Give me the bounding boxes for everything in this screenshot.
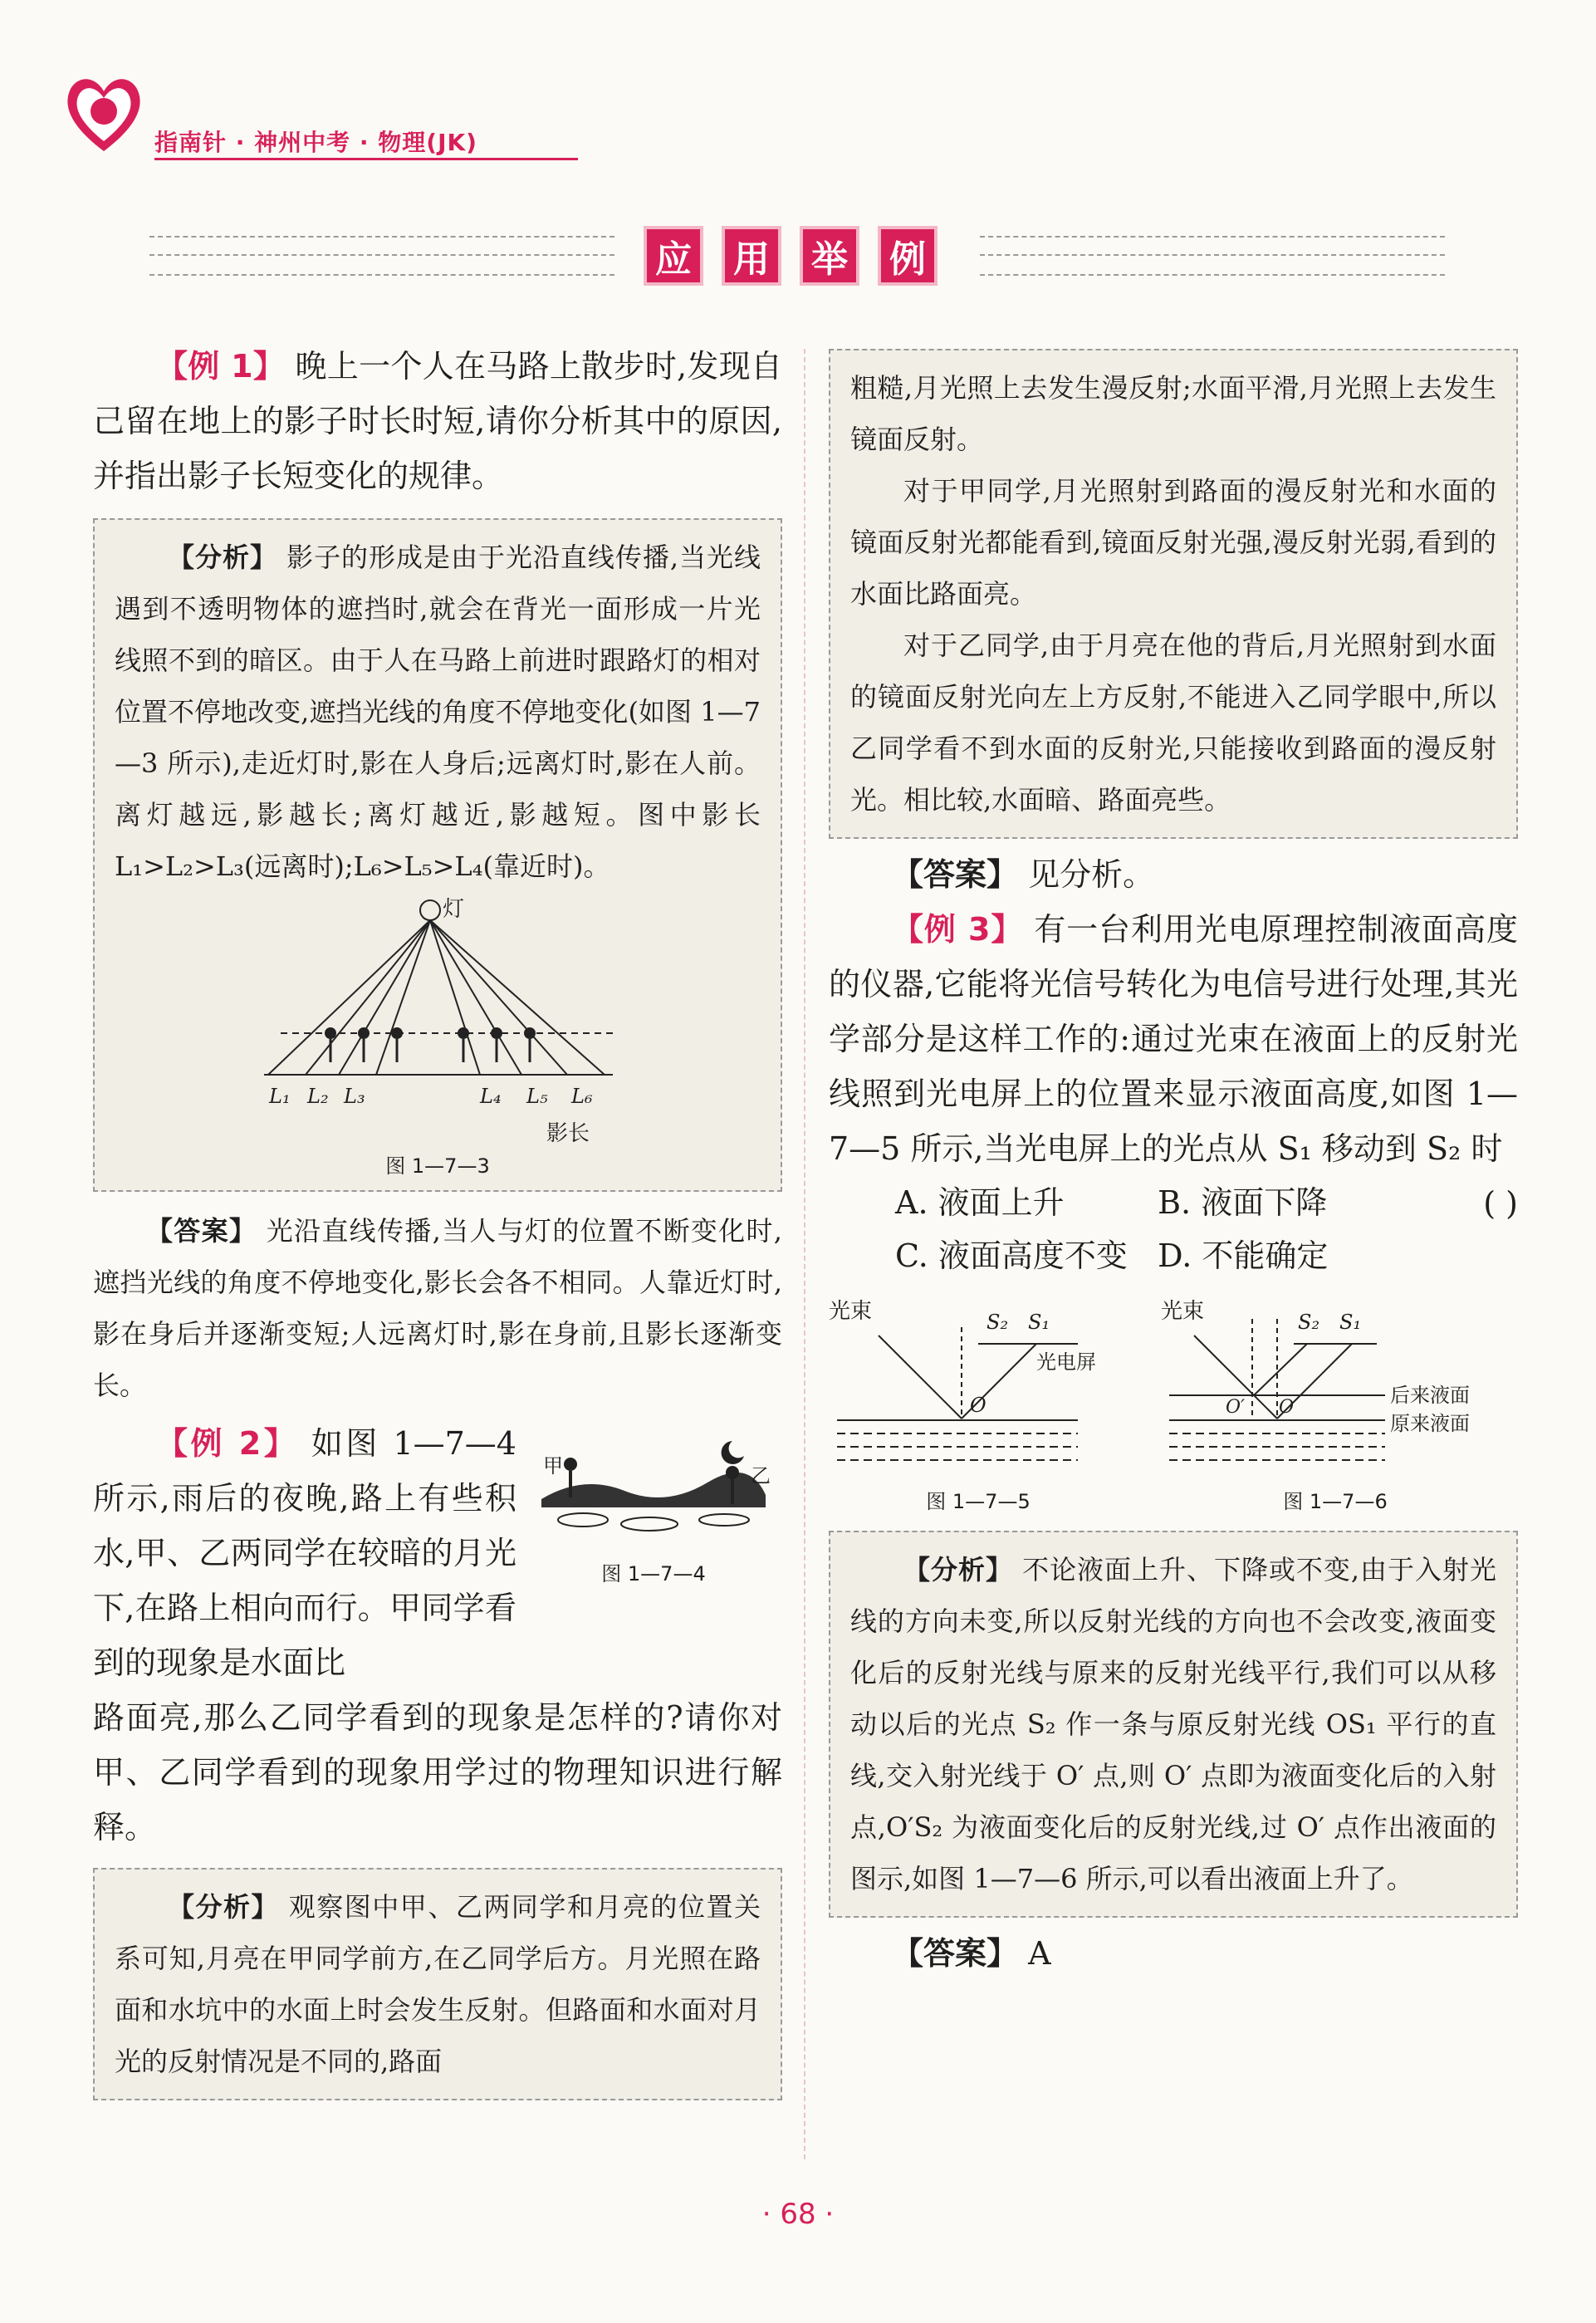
title-char: 举 (800, 226, 859, 286)
beam-label: 光束 (829, 1299, 873, 1324)
figure-caption: 图 1—7—4 (601, 1562, 706, 1585)
title-dots-left (149, 236, 614, 276)
example2-question-part1: 【例 2】 如图 1—7—4 所示,雨后的夜晚,路上有些积水,甲、乙两同学在较暗的月光下,在路上相向而行。甲同学看到的现象是水面比 (93, 1425, 516, 1681)
example2-answer: 【答案】 见分析。 (892, 856, 1155, 893)
header-rule (154, 158, 578, 160)
person-icon (524, 1027, 536, 1062)
person-icon (458, 1027, 469, 1062)
shadow-label: L₂ (307, 1085, 329, 1108)
example3-analysis-box (829, 1531, 1518, 1918)
figure-caption: 图 1—7—6 (1283, 1490, 1388, 1513)
title-char: 用 (722, 226, 781, 286)
beam-label: 光束 (1161, 1299, 1205, 1324)
o-label: O (1279, 1397, 1295, 1418)
shadow-label: L₃ (344, 1085, 365, 1108)
example2-analysis-part2: 粗糙,月光照上去发生漫反射;水面平滑,月光照上去发生镜面反射。 (850, 372, 1496, 455)
original-level-label: 原来液面 (1390, 1412, 1470, 1435)
person-icon (491, 1027, 502, 1062)
page-number: · 68 · (761, 2198, 835, 2231)
figure-caption: 图 1—7—3 (385, 1154, 490, 1178)
shadow-label: L₁ (269, 1085, 291, 1108)
option-d: D. 不能确定 (1158, 1237, 1329, 1274)
example3-analysis: 【分析】 不论液面上升、下降或不变,由于入射光线的方向未变,所以反射光线的方向也不会改变,液面变化后的反射光线与原来的反射光线平行,我们可以从移动以后的光点 S₂ 作一条与原反射光线 OS₁ 平行的直线,交入射光线于 O′ 点,则 O′ 点即为液面变化后的入射点,O′S₂ 为液面变化后的反射光线,过 O′ 点作出液面的图示,如图 1—7—6 所示,可以看出液面上升了。 (850, 1554, 1496, 1894)
example2-analysis-part3: 对于甲同学,月光照射到路面的漫反射光和水面的镜面反射光都能看到,镜面反射光强,漫反射光弱,看到的水面比路面亮。 (850, 475, 1496, 610)
option-c: C. 液面高度不变 (895, 1237, 1128, 1274)
school-logo (58, 68, 149, 159)
person-icon (391, 1027, 403, 1062)
title-char: 应 (644, 226, 703, 286)
reflection-diagram-1 (829, 1294, 1128, 1485)
title-dots-right (980, 236, 1445, 276)
shadow-label: L₄ (480, 1085, 502, 1108)
example2-analysis-part1: 【分析】 观察图中甲、乙两同学和月亮的位置关系可知,月亮在甲同学前方,在乙同学后方。月光照在路面和水坑中的水面上时会发生反射。但路面和水面对月光的反射情况是不同的,路面 (115, 1891, 761, 2077)
column-divider (804, 349, 805, 2159)
header-title: 指南针 · 神州中考 · 物理(JK) (154, 129, 477, 156)
right-column (829, 349, 1518, 1981)
example2-analysis-box-left (93, 1868, 782, 2100)
figure-1-7-4 (533, 1416, 774, 1690)
s1-label: S₁ (1028, 1311, 1050, 1334)
figure-1-7-6 (1161, 1294, 1510, 1514)
lamp-icon (420, 900, 440, 920)
person-b-label: 乙 (751, 1464, 771, 1487)
person-icon (358, 1027, 370, 1062)
figure-1-7-3 (115, 892, 761, 1149)
example3-question: 【例 3】 有一台利用光电原理控制液面高度的仪器,它能将光信号转化为电信号进行处理,其光学部分是这样工作的:通过光束在液面上的反射光线照到光电屏上的位置来显示液面高度,如图 1—7—5 所示,当光电屏上的光点从 S₁ 移动到 S₂ 时 ( ) (829, 902, 1518, 1176)
option-b: B. 液面下降 (1158, 1184, 1328, 1221)
option-a: A. 液面上升 (895, 1184, 1065, 1221)
shadow-label: L₆ (571, 1085, 593, 1108)
lamp-label: 灯 (443, 897, 465, 922)
moon-icon (722, 1441, 744, 1464)
s2-label: S₂ (1298, 1311, 1320, 1334)
left-column (93, 339, 782, 2100)
shadow-diagram (115, 892, 762, 1116)
later-level-label: 后来液面 (1390, 1384, 1470, 1407)
title-char: 例 (878, 226, 938, 286)
example1-analysis-box (93, 518, 782, 1192)
person-icon (325, 1027, 336, 1062)
night-road-illustration (533, 1424, 774, 1541)
figure-caption: 图 1—7—5 (926, 1490, 1031, 1513)
example1-analysis: 【分析】 影子的形成是由于光沿直线传播,当光线遇到不透明物体的遮挡时,就会在背光一面形成一片光线照不到的暗区。由于人在马路上前进时跟路灯的相对位置不停地改变,遮挡光线的角度不停地变化(如图 1—7—3 所示),走近灯时,影在人身后;远离灯时,影在人前。离灯越远,影越长;离灯越近,影越短。图中影长 L₁>L₂>L₃(远离时);L₆>L₅>L₄(靠近时)。 (115, 542, 761, 882)
shadow-label: L₅ (526, 1085, 548, 1108)
example2-question-part2: 路面亮,那么乙同学看到的现象是怎样的?请你对甲、乙同学看到的现象用学过的物理知识进行解释。 (93, 1699, 782, 1845)
shadow-length-label: 影长 (546, 1121, 590, 1146)
example3-options (829, 1176, 1420, 1282)
example2-analysis-part4: 对于乙同学,由于月亮在他的背后,月光照射到水面的镜面反射光向左上方反射,不能进入乙同学眼中,所以乙同学看不到水面的反射光,只能接收到路面的漫反射光。相比较,水面暗、路面亮些。 (850, 630, 1496, 816)
section-title (149, 226, 1445, 292)
figure-1-7-5 (829, 1294, 1128, 1514)
s1-label: S₁ (1339, 1311, 1362, 1334)
example2-analysis-box-right (829, 349, 1518, 839)
example3-answer: 【答案】 A (892, 1935, 1051, 1972)
example2-top (93, 1416, 782, 1690)
screen-label: 光电屏 (1036, 1350, 1096, 1374)
example3-figures (829, 1294, 1518, 1514)
example1-question: 【例 1】 晚上一个人在马路上散步时,发现自己留在地上的影子时长时短,请你分析其中的原因,并指出影子长短变化的规律。 (93, 348, 782, 494)
o-label: O (970, 1394, 986, 1417)
example1-answer: 【答案】 光沿直线传播,当人与灯的位置不断变化时,遮挡光线的角度不停地变化,影长会各不相同。人靠近灯时,影在身后并逐渐变短;人远离灯时,影在身前,且影长逐渐变长。 (93, 1215, 782, 1401)
o-prime-label: O′ (1226, 1397, 1246, 1418)
person-a-label: 甲 (543, 1454, 563, 1478)
s2-label: S₂ (986, 1311, 1009, 1334)
answer-bracket: ( ) (1483, 1185, 1518, 1222)
